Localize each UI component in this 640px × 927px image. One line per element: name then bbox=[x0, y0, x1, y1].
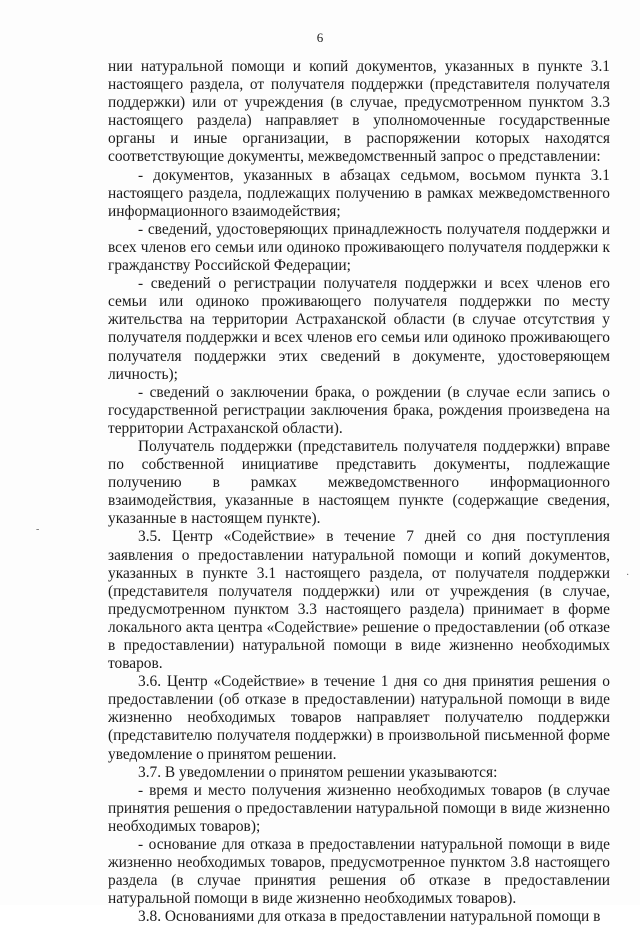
paragraph-own-initiative: Получатель поддержки (представитель получателя поддержки) вправе по собственной инициативе представить документы, подлежащие получению в рамках межведомственного информационного взаимодействия, указанные в настоящем пункте (содержащие сведения, указанные в настоящем пункте). bbox=[108, 437, 610, 528]
list-item-refusal-basis: - основание для отказа в предоставлении натуральной помощи в виде жизненно необходимых товаров, предусмотренное пунктом 3.8 настоящего раздела (в случае принятия решения об отказе в предоставлении натуральной помощи в виде жизненно необходимых товаров). bbox=[108, 836, 610, 908]
list-item-time-place: - время и место получения жизненно необходимых товаров (в случае принятия решения о предоставлении натуральной помощи в виде жизненно необходимых товаров); bbox=[108, 781, 610, 835]
scan-artifact-dot: · bbox=[626, 570, 630, 581]
page-number: 6 bbox=[316, 30, 324, 45]
paragraph-3-8: 3.8. Основаниями для отказа в предоставлении натуральной помощи в bbox=[138, 908, 601, 926]
paragraph-3-6: 3.6. Центр «Содействие» в течение 1 дня со дня принятия решения о предоставлении (об отказе в предоставлении) натуральной помощи в виде жизненно необходимых товаров направляет получателю поддержки (представителю получателя поддержки) в произвольной письменной форме уведомление о принятом решении. bbox=[108, 673, 610, 763]
list-item-citizenship: - сведений, удостоверяющих принадлежность получателя поддержки и всех членов его семьи или одиноко проживающего получателя поддержки к гражданству Российской Федерации; bbox=[108, 220, 610, 275]
scan-artifact-dot: - bbox=[36, 524, 40, 535]
list-item-documents: - документов, указанных в абзацах седьмом, восьмом пункта 3.1 настоящего раздела, подлежащих получению в рамках межведомственного информационного взаимодействия; bbox=[108, 166, 610, 220]
list-item-registration: - сведений о регистрации получателя поддержки и всех членов его семьи или одиноко проживающего получателя поддержки по месту жительства на территории Астраханской области (в случае отсутствия у получателя поддержки и всех членов его семьи или одиноко проживающего получателя поддержки этих сведений в документе, удостоверяющем личность); bbox=[108, 275, 610, 383]
paragraph-continuation: нии натуральной помощи и копий документов, указанных в пункте 3.1 настоящего раздела, от получателя поддержки (представителя получателя поддержки) или от учреждения (в случае, предусмотренном пунктом 3.3 настоящего раздела) направляет в уполномоченные государственные органы и иные организации, в распоряжении которых находятся соответствующие документы, межведомственный запрос о представлении: bbox=[108, 58, 610, 166]
paragraph-3-5: 3.5. Центр «Содействие» в течение 7 дней со дня поступления заявления о предоставлении натуральной помощи и копий документов, указанных в пункте 3.1 настоящего раздела, от получателя поддержки (представителя получателя поддержки) или от учреждения (в случае, предусмотренном пунктом 3.3 настоящего раздела) принимает в форме локального акта центра «Содействие» решение о предоставлении (об отказе в предоставлении) натуральной помощи в виде жизненно необходимых товаров. bbox=[108, 528, 610, 673]
list-item-marriage-birth: - сведений о заключении брака, о рождении (в случае если запись о государственной регистрации заключения брака, рождения произведена на территории Астраханской области). bbox=[108, 383, 610, 437]
paragraph-3-7: 3.7. В уведомлении о принятом решении указываются: bbox=[138, 763, 498, 781]
document-body bbox=[108, 58, 610, 927]
